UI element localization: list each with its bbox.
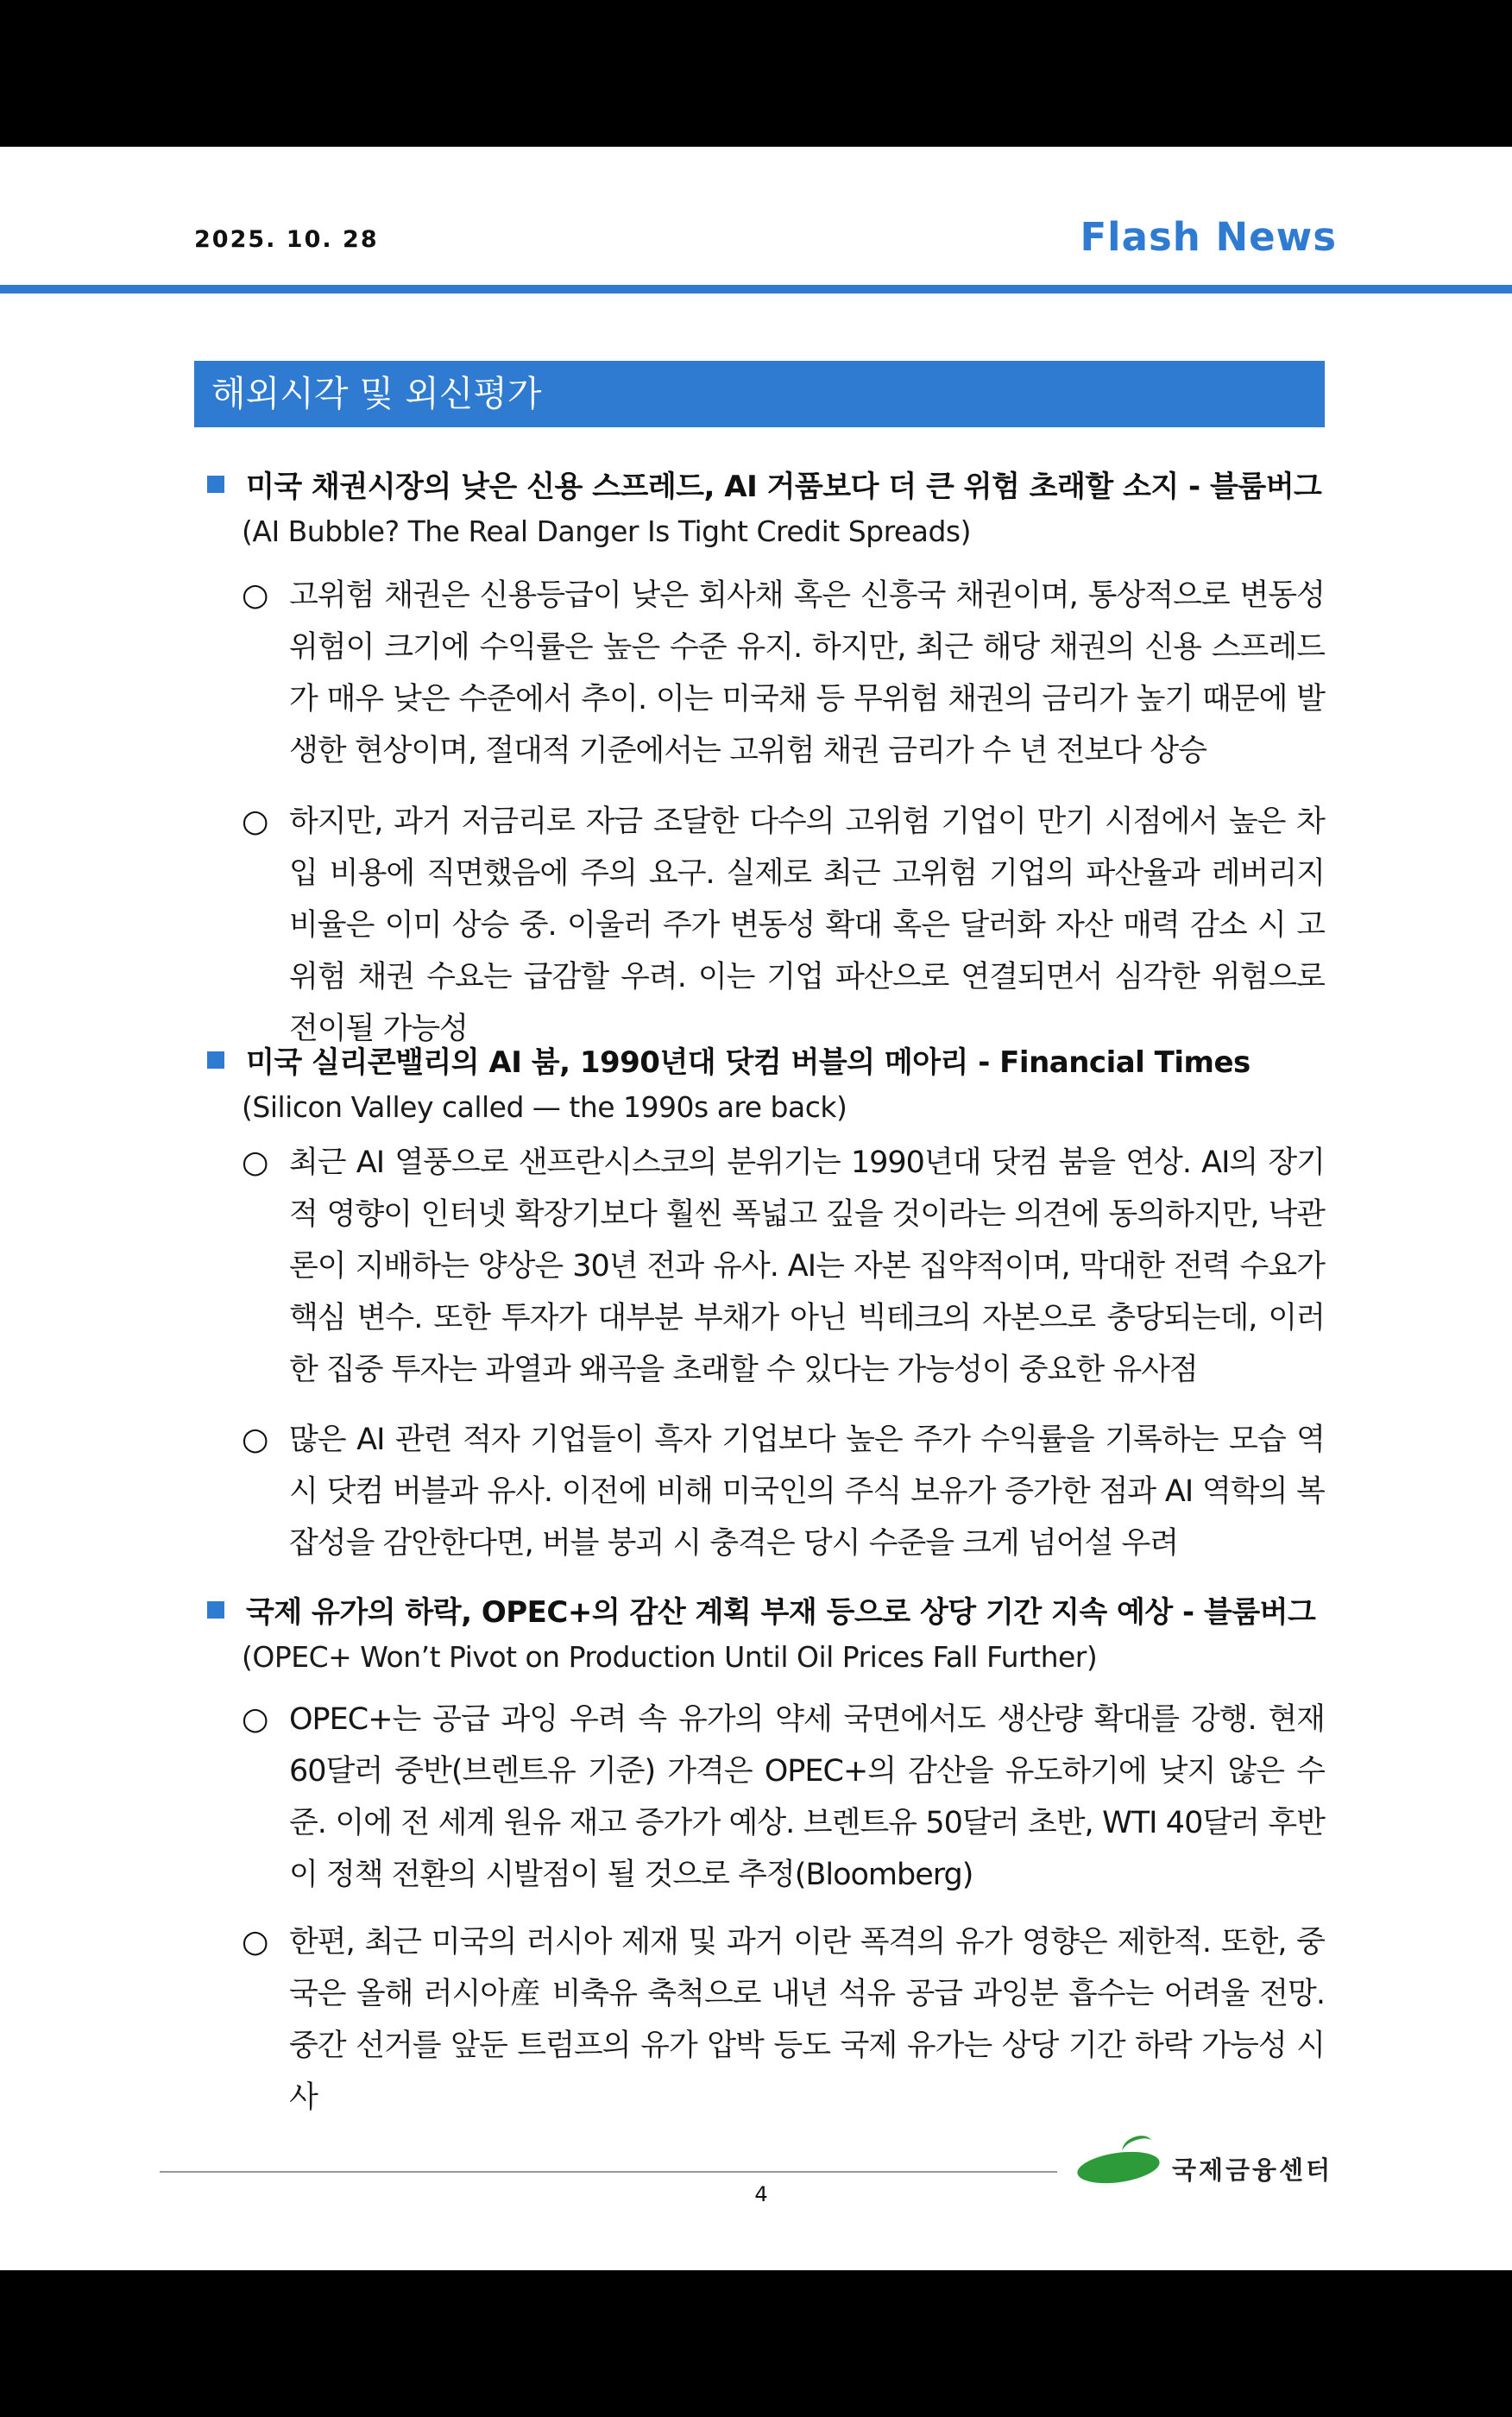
footer-logo-text: 국제금융센터 bbox=[1172, 2155, 1333, 2185]
news-paragraph: 한편, 최근 미국의 러시아 제재 및 과거 이란 폭격의 유가 영향은 제한적. 또한, 중국은 올해 러시아産 비축유 축척으로 내년 석유 공급 과잉분 흡수는 어려울 전망. 중간 선거를 앞둔 트럼프의 유가 압박 등도 국제 유가는 상당 기간 하락 가능성 시사 bbox=[289, 1925, 1325, 2115]
news-subtitle: (Silicon Valley called — the 1990s are back) bbox=[242, 1090, 847, 1124]
document-page bbox=[0, 147, 1512, 2270]
news-paragraph: OPEC+는 공급 과잉 우려 속 유가의 약세 국면에서도 생산량 확대를 강행. 현재 60달러 중반(브렌트유 기준) 가격은 OPEC+의 감산을 유도하기에 낮지 않은 수준. 이에 전 세계 원유 재고 증가가 예상. 브렌트유 50달러 초반, WTI 40달러 후반이 정책 전환의 시발점이 될 것으로 추정(Bloomberg) bbox=[289, 1702, 1325, 1892]
circle-bullet-icon: ○ bbox=[242, 1701, 269, 1737]
circle-bullet-icon: ○ bbox=[242, 1924, 269, 1959]
news-paragraph: 최근 AI 열풍으로 샌프란시스코의 분위기는 1990년대 닷컴 붐을 연상. AI의 장기적 영향이 인터넷 확장기보다 훨씬 폭넓고 깊을 것이라는 의견에 동의하지만, 낙관론이 지배하는 양상은 30년 전과 유사. AI는 자본 집약적이며, 막대한 전력 수요가 핵심 변수. 또한 투자가 대부분 부채가 아닌 빅테크의 자본으로 충당되는데, 이러한 집중 투자는 과열과 왜곡을 초래할 수 있다는 가능성이 중요한 유사점 bbox=[289, 1145, 1325, 1387]
report-date: 2025. 10. 28 bbox=[194, 226, 379, 253]
news-paragraph: 하지만, 과거 저금리로 자금 조달한 다수의 고위험 기업이 만기 시점에서 높은 차입 비용에 직면했음에 주의 요구. 실제로 최근 고위험 기업의 파산율과 레버리지 비율은 이미 상승 중. 이울러 주가 변동성 확대 혹은 달러화 자산 매력 감소 시 고위험 채권 수요는 급감할 우려. 이는 기업 파산으로 연결되면서 심각한 위험으로 전이될 가능성 bbox=[289, 805, 1325, 1046]
footer-rule bbox=[160, 2171, 1057, 2173]
news-paragraph: 많은 AI 관련 적자 기업들이 흑자 기업보다 높은 주가 수익률을 기록하는 모습 역시 닷컴 버블과 유사. 이전에 비해 미국인의 주식 보유가 증가한 점과 AI 역학의 복잡성을 감안한다면, 버블 붕괴 시 충격은 당시 수준을 크게 넘어설 우려 bbox=[289, 1423, 1325, 1561]
circle-bullet-icon: ○ bbox=[242, 1145, 269, 1180]
square-bullet-icon bbox=[207, 476, 224, 493]
logo-icon bbox=[1075, 2147, 1162, 2187]
page-number: 4 bbox=[754, 2182, 768, 2206]
news-title: 미국 채권시장의 낮은 신용 스프레드, AI 거품보다 더 큰 위험 초래할 소지 - 블룸버그 bbox=[246, 470, 1322, 504]
news-title: 국제 유가의 하락, OPEC+의 감산 계획 부재 등으로 상당 기간 지속 예상 - 블룸버그 bbox=[246, 1595, 1316, 1630]
section-title: 해외시각 및 외신평가 bbox=[194, 361, 1325, 427]
brand-title: Flash News bbox=[1080, 214, 1337, 260]
square-bullet-icon bbox=[207, 1051, 224, 1069]
header-rule bbox=[0, 285, 1512, 293]
news-paragraph: 고위험 채권은 신용등급이 낮은 회사채 혹은 신흥국 채권이며, 통상적으로 변동성 위험이 크기에 수익률은 높은 수준 유지. 하지만, 최근 해당 채권의 신용 스프레드가 매우 낮은 수준에서 추이. 이는 미국채 등 무위험 채권의 금리가 높기 때문에 발생한 현상이며, 절대적 기준에서는 고위험 채권 금리가 수 년 전보다 상승 bbox=[289, 578, 1325, 768]
news-subtitle: (AI Bubble? The Real Danger Is Tight Credit Spreads) bbox=[242, 514, 971, 548]
news-subtitle: (OPEC+ Won’t Pivot on Production Until Oil Prices Fall Further) bbox=[242, 1640, 1098, 1674]
circle-bullet-icon: ○ bbox=[242, 1422, 269, 1457]
circle-bullet-icon: ○ bbox=[242, 577, 269, 613]
square-bullet-icon bbox=[207, 1601, 224, 1619]
circle-bullet-icon: ○ bbox=[242, 804, 269, 839]
news-title: 미국 실리콘밸리의 AI 붐, 1990년대 닷컴 버블의 메아리 - Financial Times bbox=[246, 1045, 1251, 1080]
